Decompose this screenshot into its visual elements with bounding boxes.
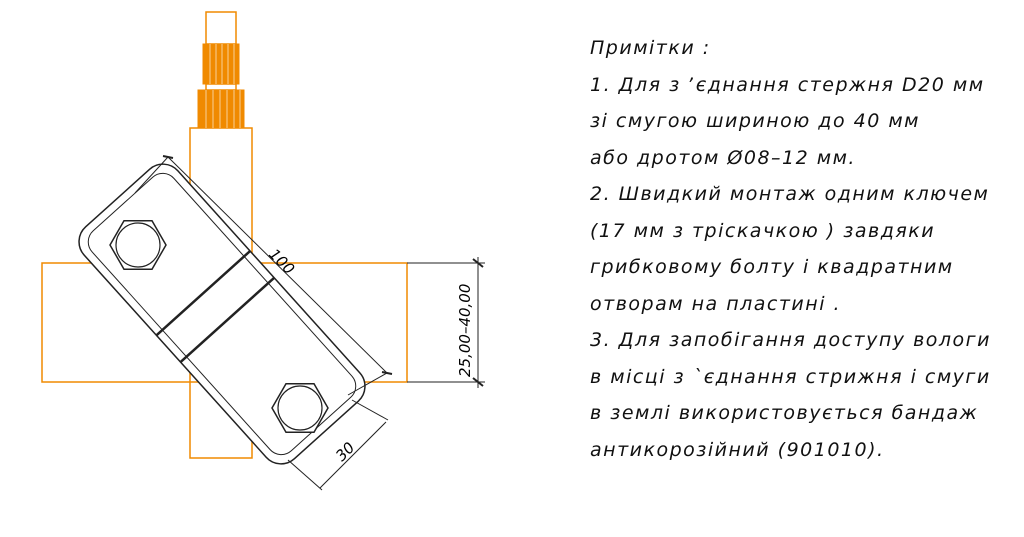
notes-title: Примітки :: [590, 37, 711, 59]
note-line: антикорозійний (901010).: [590, 438, 885, 461]
rod-neck: [206, 84, 236, 90]
note-line: 1. Для з ʼєднання стержня D20 мм: [590, 73, 985, 96]
note-line: грибковому болту і квадратним: [590, 256, 954, 278]
note-line: в місці з `єднання стрижня і смуги: [590, 365, 991, 388]
notes-block: [590, 30, 1015, 468]
note-line: або дротом Ø08–12 мм.: [590, 146, 856, 169]
rod-tip: [206, 12, 236, 44]
rod-thread-upper: [203, 44, 239, 84]
note-line: в землі використовується бандаж: [590, 402, 979, 424]
dimension-length-label: 100: [265, 245, 299, 279]
dimension-width-label: 30: [332, 438, 359, 465]
note-line: отворам на пластині .: [590, 292, 842, 315]
note-line: 3. Для запобігання доступу вологи: [590, 329, 991, 351]
rod-thread-lower: [198, 90, 244, 128]
note-line: 2. Швидкий монтаж одним ключем: [590, 183, 990, 205]
note-line: (17 мм з тріскачкою ) завдяки: [590, 219, 936, 242]
note-line: зі смугою шириною до 40 мм: [590, 110, 920, 132]
dimension-height-label: 25,00–40,00: [456, 283, 474, 377]
